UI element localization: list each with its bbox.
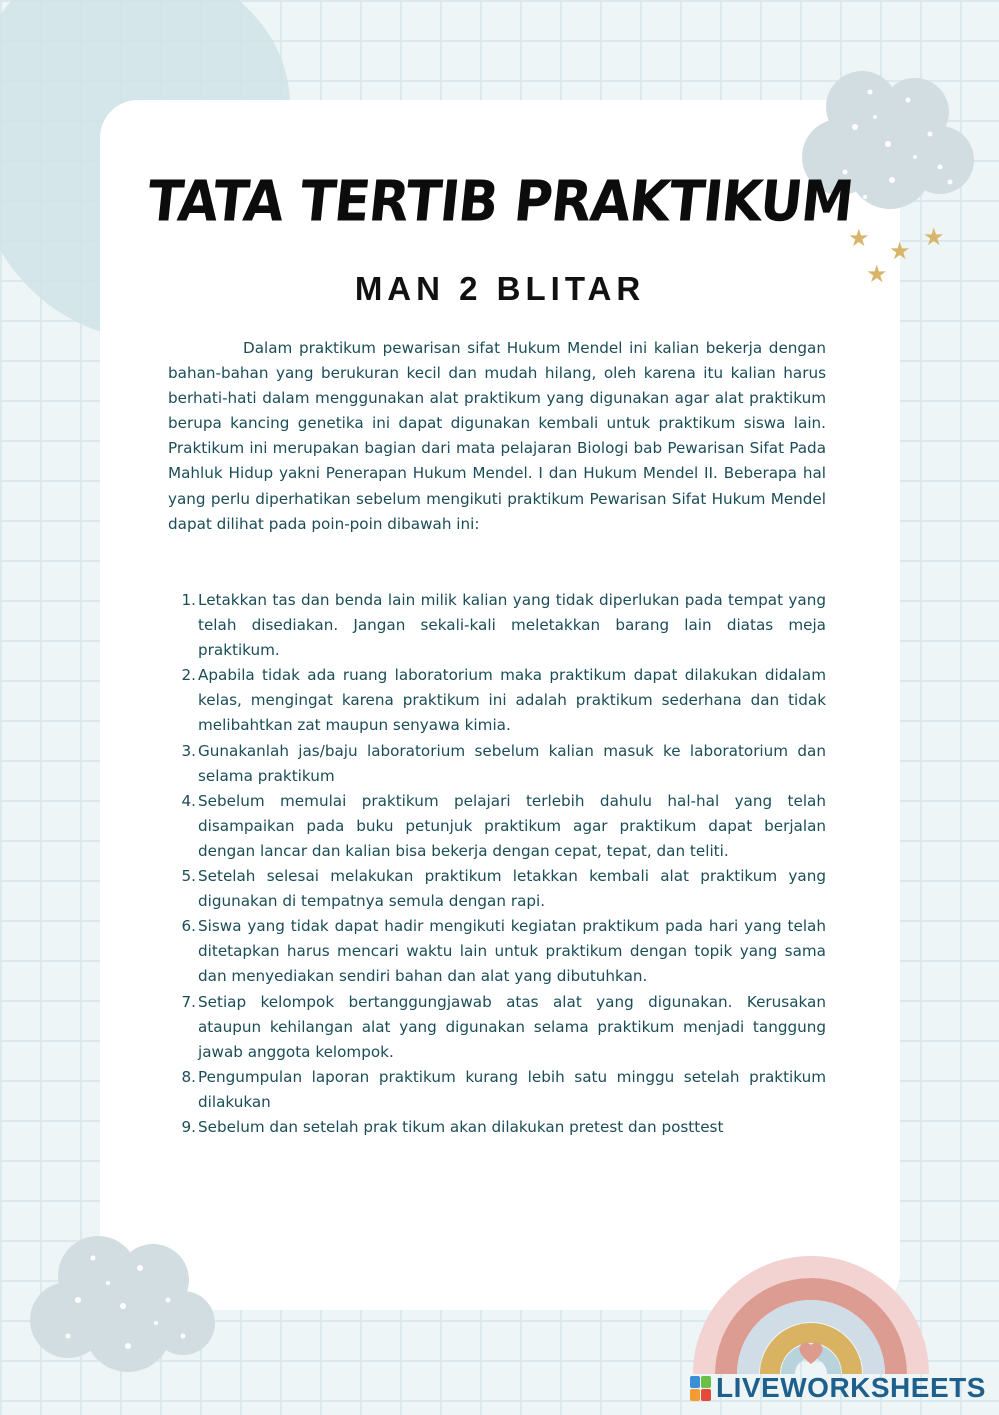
list-item bbox=[168, 914, 826, 989]
rules-list bbox=[168, 588, 826, 1140]
liveworksheets-brand[interactable] bbox=[690, 1372, 986, 1404]
list-item bbox=[168, 588, 826, 663]
list-item bbox=[168, 739, 826, 789]
list-item-number: 9. bbox=[181, 1117, 196, 1136]
list-item-number: 3. bbox=[181, 741, 196, 760]
list-item bbox=[168, 864, 826, 914]
list-item-number: 4. bbox=[181, 791, 196, 810]
rainbow-icon bbox=[688, 1204, 934, 1374]
list-item-text: Siswa yang tidak dapat hadir mengikuti kegiatan praktikum pada hari yang telah ditetapkan harus mencari waktu lain untuk praktikum dengan topik yang sama dan menyediakan sendiri bahan dan alat yang dibutuhkan. bbox=[198, 917, 826, 986]
list-item-number: 7. bbox=[181, 992, 196, 1011]
list-item-text: Sebelum memulai praktikum pelajari terlebih dahulu hal-hal yang telah disampaikan pada buku petunjuk praktikum agar praktikum dapat berjalan dengan lancar dan kalian bisa bekerja dengan cepat, tepat, dan teliti. bbox=[198, 791, 826, 860]
liveworksheets-logo bbox=[690, 1376, 710, 1400]
list-item bbox=[168, 1065, 826, 1115]
cloud-icon bbox=[28, 1228, 218, 1378]
list-item bbox=[168, 663, 826, 738]
list-item-text: Pengumpulan laporan praktikum kurang lebih satu minggu setelah praktikum dilakukan bbox=[198, 1067, 826, 1111]
list-item-text: Gunakanlah jas/baju laboratorium sebelum kalian masuk ke laboratorium dan selama praktikum bbox=[198, 741, 826, 785]
star-icon: ★ bbox=[889, 237, 911, 265]
list-item bbox=[168, 1115, 826, 1140]
page-subtitle: MAN 2 BLITAR bbox=[354, 270, 646, 307]
list-item-number: 2. bbox=[181, 666, 196, 685]
intro-paragraph: Dalam praktikum pewarisan sifat Hukum Mendel ini kalian bekerja dengan bahan-bahan yang berukuran kecil dan mudah hilang, oleh karena itu kalian harus berhati-hati dalam menggunakan alat praktikum yang digunakan agar alat praktikum berupa kancing genetika ini dapat digunakan kembali untuk praktikum siswa lain. Praktikum ini merupakan bagian dari mata pelajaran Biologi bab Pewarisan Sifat Pada Mahluk Hidup yakni Penerapan Hukum Mendel. I dan Hukum Mendel II. Beberapa hal yang perlu diperhatikan sebelum mengikuti praktikum Pewarisan Sifat Hukum Mendel dapat dilihat pada poin-poin dibawah ini: bbox=[168, 339, 826, 533]
list-item-text: Letakkan tas dan benda lain milik kalian yang tidak diperlukan pada tempat yang telah disediakan. Jangan sekali-kali meletakkan barang lain diatas meja praktikum. bbox=[198, 591, 826, 660]
star-icon: ★ bbox=[923, 223, 945, 251]
list-item-text: Apabila tidak ada ruang laboratorium maka praktikum dapat dilakukan didalam kelas, mengingat karena praktikum ini adalah praktikum sederhana dan tidak melibahtkan zat maupun senyawa kimia. bbox=[198, 666, 826, 735]
page-title: TATA TERTIB PRAKTIKUM bbox=[144, 169, 856, 235]
list-item-text: Setiap kelompok bertanggungjawab atas alat yang digunakan. Kerusakan ataupun kehilangan alat yang digunakan selama praktikum menjadi tanggung jawab anggota kelompok. bbox=[198, 992, 826, 1061]
list-item-number: 6. bbox=[181, 917, 196, 936]
list-item bbox=[168, 789, 826, 864]
list-item-number: 1. bbox=[181, 591, 196, 609]
brand-name: LIVEWORKSHEETS bbox=[716, 1372, 986, 1403]
list-item-text: Setelah selesai melakukan praktikum letakkan kembali alat praktikum yang digunakan di tempatnya semula dengan rapi. bbox=[198, 867, 826, 911]
list-item-number: 8. bbox=[181, 1067, 196, 1086]
star-icon: ★ bbox=[866, 260, 888, 288]
list-item-text: Sebelum dan setelah prak tikum akan dilakukan pretest dan posttest bbox=[198, 1117, 724, 1136]
list-item-number: 5. bbox=[181, 867, 196, 886]
list-item bbox=[168, 990, 826, 1065]
star-icon: ★ bbox=[848, 224, 870, 252]
